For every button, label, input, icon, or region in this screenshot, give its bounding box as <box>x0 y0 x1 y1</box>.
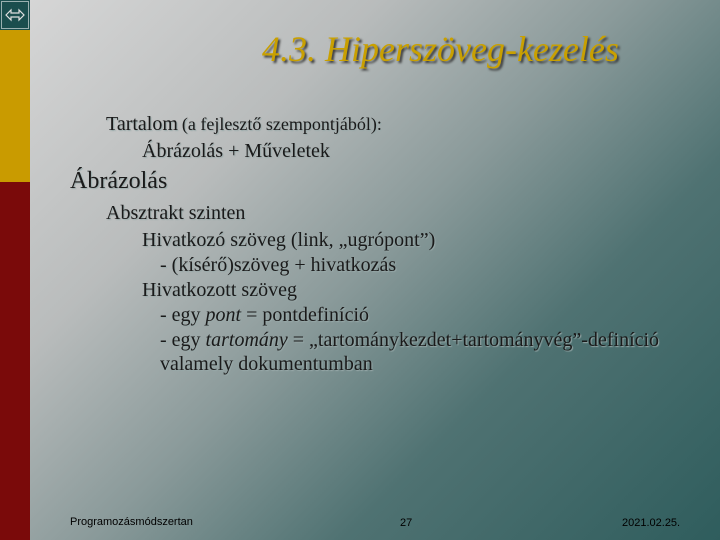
content-line-9 <box>160 329 659 352</box>
content-line-1 <box>106 113 382 136</box>
section-heading: Ábrázolás <box>70 168 168 194</box>
content-line-8 <box>160 304 369 327</box>
navigation-button[interactable] <box>1 1 29 29</box>
left-right-arrow-icon <box>2 2 28 28</box>
content-line-8-post: = pontdefiníció <box>241 304 370 326</box>
content-line-5: Hivatkozó szöveg (link, „ugrópont”) <box>142 229 436 251</box>
content-line-10: valamely dokumentumban <box>160 353 373 375</box>
slide-title: 4.3. Hiperszöveg-kezelés <box>262 29 619 69</box>
content-line-1-main: Tartalom <box>106 113 178 135</box>
content-line-9-post: = „tartománykezdet+tartományvég”-definíció <box>287 329 660 351</box>
content-line-9-em: tartomány <box>205 329 288 351</box>
content-line-1-sub: (a fejlesztő szempontjából): <box>181 114 382 134</box>
content-line-4: Absztrakt szinten <box>106 202 246 224</box>
footer-course: Programozásmódszertan <box>70 516 193 528</box>
content-line-9-pre: - egy <box>160 329 206 351</box>
gold-side-bar <box>0 30 30 182</box>
red-side-bar <box>0 182 30 540</box>
content-line-6: - (kísérő)szöveg + hivatkozás <box>160 254 397 276</box>
content-line-8-pre: - egy <box>160 304 206 326</box>
footer-date: 2021.02.25. <box>622 517 681 529</box>
content-line-8-em: pont <box>205 304 242 326</box>
content-line-7: Hivatkozott szöveg <box>142 279 297 301</box>
content-line-2: Ábrázolás + Műveletek <box>142 140 330 162</box>
footer-page-number: 27 <box>400 517 413 529</box>
